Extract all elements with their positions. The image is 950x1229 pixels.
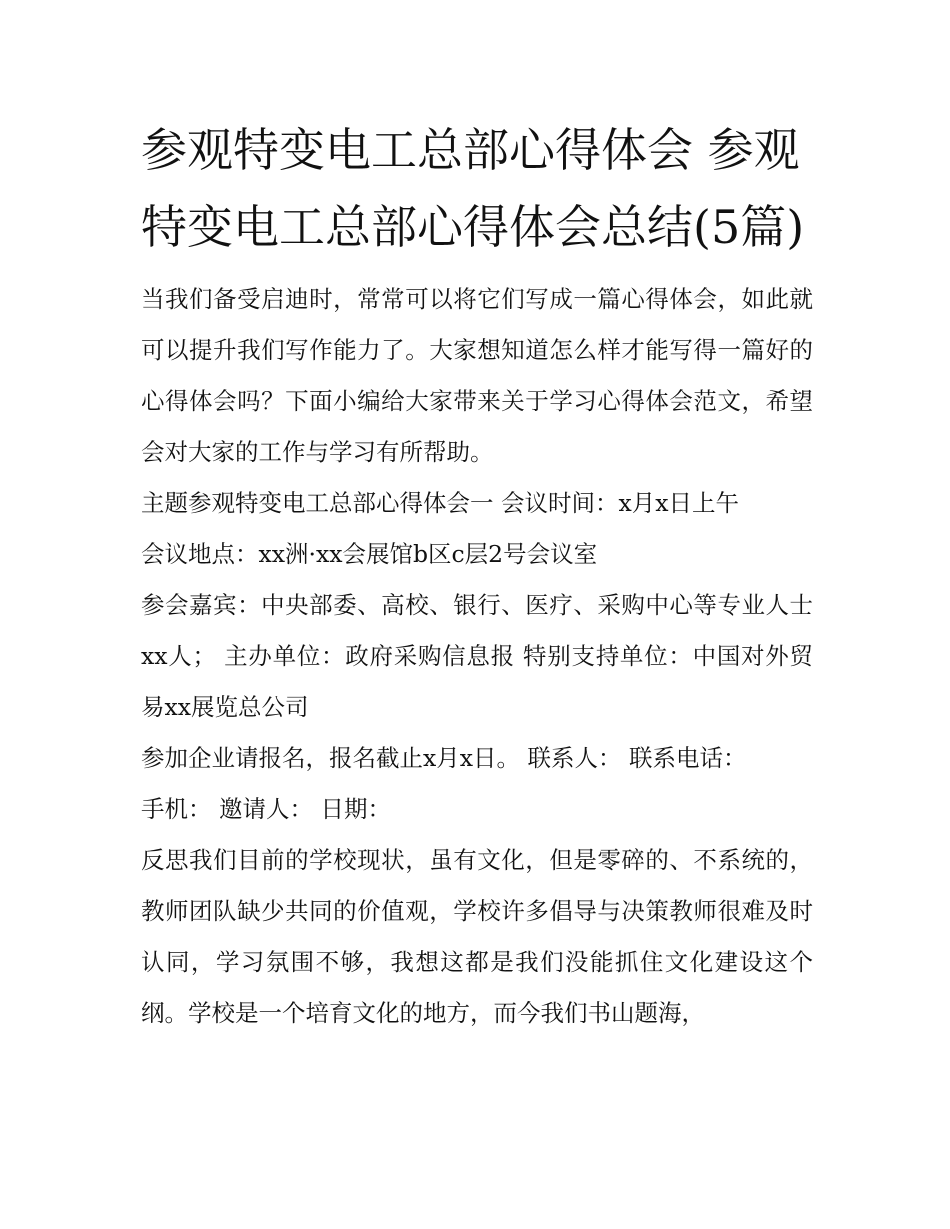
guests-paragraph: 参会嘉宾：中央部委、高校、银行、医疗、采购中心等专业人士xx人； 主办单位：政府采购信息报 特别支持单位：中国对外贸易xx展览总公司 bbox=[141, 591, 813, 721]
contact-line: 手机： 邀请人： 日期： bbox=[141, 795, 391, 823]
document-body bbox=[141, 112, 813, 1039]
meeting-time-line: 主题参观特变电工总部心得体会一 会议时间：x月x日上午 bbox=[141, 489, 739, 517]
intro-paragraph: 当我们备受启迪时，常常可以将它们写成一篇心得体会，如此就可以提升我们写作能力了。大家想知道怎么样才能写得一篇好的心得体会吗？下面小编给大家带来关于学习心得体会范文，希望会对大家的工作与学习有所帮助。 bbox=[141, 285, 813, 466]
meeting-location-line: 会议地点：xx洲·xx会展馆b区c层2号会议室 bbox=[141, 540, 598, 568]
reflection-paragraph: 反思我们目前的学校现状，虽有文化，但是零碎的、不系统的，教师团队缺少共同的价值观，学校许多倡导与决策教师很难及时认同，学习氛围不够，我想这都是我们没能抓住文化建设这个纲。学校是一个培育文化的地方，而今我们书山题海， bbox=[141, 846, 813, 1027]
registration-line: 参加企业请报名，报名截止x月x日。 联系人： 联系电话： bbox=[141, 744, 747, 772]
page-title: 参观特变电工总部心得体会 参观特变电工总部心得体会总结(5篇) bbox=[141, 123, 805, 254]
